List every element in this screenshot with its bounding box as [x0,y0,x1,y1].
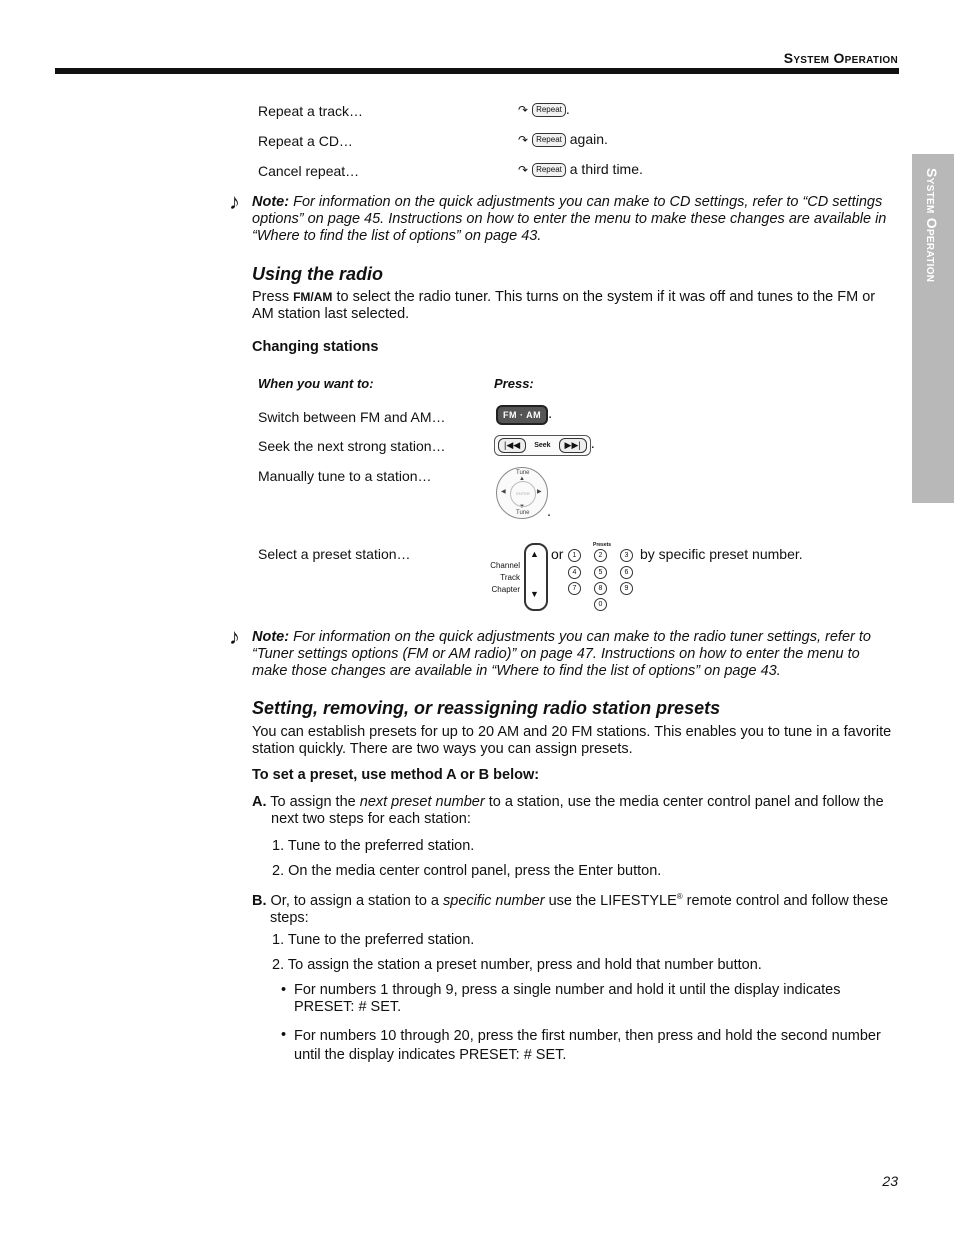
repeat-button-icon: Repeat [532,133,566,147]
arrow-down-icon: ▼ [519,504,525,510]
arrow-down-icon: ▼ [530,589,539,599]
page-number: 23 [882,1173,898,1189]
chapter-label: Chapter [491,585,520,594]
dpad-enter: ENTER [510,481,536,507]
radio-intro [252,289,898,323]
music-note-icon: ♪ [229,624,240,649]
method-text: to a station, use the media center control panel and follow the next two steps for each station: [271,794,884,827]
note-text: For information on the quick adjustments you can make to CD settings, refer to “CD settings options” on page 45. Instructions on how to enter the menu to make these changes are available in “Where to find the list of options” on page 43. [252,194,887,244]
method-emphasis: next preset number [359,794,485,810]
table-row-press [518,101,570,117]
method-text: To assign the [266,794,360,810]
channel-labels [486,560,520,596]
heading-using-radio: Using the radio [252,264,384,284]
table-row: Manually tune to a station… [258,468,432,484]
press-suffix: a third time. [565,161,643,177]
seek-prev-icon: |◀◀ [498,438,526,453]
subheading-changing-stations: Changing stations [252,339,379,355]
presets-label: Presets [593,542,612,548]
table-row [258,163,359,179]
preset-3-icon: 3 [620,549,633,562]
channel-rocker-icon [524,543,548,611]
list-item: For numbers 1 through 9, press a single number and hold it until the display indicates PRESET: # SET. [294,982,841,1015]
table-row: Switch between FM and AM… [258,409,446,425]
preset-suffix: by specific preset number. [640,546,803,562]
dpad-top-label: Tune [516,470,530,476]
music-note-icon: ♪ [229,189,240,214]
method-text: Or, to assign a station to a [266,892,444,909]
seek-next-icon: ▶▶| [559,438,587,453]
row-action: Cancel repeat… [258,163,360,179]
list-item: For numbers 10 through 20, press the first number, then press and hold the second number until the display indicates PRESET: # SET. [294,1028,881,1063]
preset-4-icon: 4 [568,566,581,579]
method-b [252,888,898,927]
period: . [547,504,552,520]
seek-bar [494,435,591,456]
note-cd-settings [252,194,898,245]
column-header-press: Press: [494,376,534,391]
track-label: Track [500,573,520,582]
section-title: System Operation [783,50,898,66]
method-text: remote control and follow these steps: [270,892,889,926]
method-emphasis: specific number [443,892,545,909]
side-tab-label: System Operation [924,168,940,283]
table-row-press [518,161,643,177]
repeat-button-icon: Repeat [532,163,566,177]
note-label: Note: [252,629,290,645]
preset-5-icon: 5 [594,566,607,579]
arrow-right-icon: ▶ [537,489,542,495]
dpad-bottom-label: Tune [516,510,530,516]
preset-or: or [551,546,564,562]
method-heading: To set a preset, use method A or B below: [252,767,540,783]
header-rule [55,68,899,74]
list-item: 1. Tune to the preferred station. [272,838,475,854]
method-text: use the LIFESTYLE [544,892,677,909]
fmam-key-label: FM/AM [293,290,333,304]
method-a [252,794,898,828]
preset-1-icon: 1 [568,549,581,562]
note-label: Note: [252,194,290,210]
press-arrow-icon: ↷ [518,103,529,118]
preset-8-icon: 8 [594,582,607,595]
registered-mark: ® [676,892,683,901]
preset-2-icon: 2 [594,549,607,562]
press-suffix: again. [565,131,608,147]
press-arrow-icon: ↷ [518,133,529,148]
side-tab [912,154,954,503]
press-suffix: . [565,101,570,117]
seek-label: Seek [534,442,551,449]
tune-dpad-icon [496,467,548,519]
intro-text: Press [252,289,294,305]
bullet-icon: • [281,1027,287,1043]
table-row [258,133,353,149]
arrow-left-icon: ◀ [501,489,506,495]
dpad [496,467,548,519]
seek-buttons-icon: |◀◀ Seek ▶▶| . [494,435,595,456]
method-b-label: B. [252,892,267,909]
arrow-up-icon: ▲ [530,549,539,559]
preset-6-icon: 6 [620,566,633,579]
column-header-want: When you want to: [258,376,374,391]
fmam-button-icon: FM · AM . [496,405,552,425]
press-arrow-icon: ↷ [518,163,529,178]
table-row [258,103,363,119]
table-row: Seek the next strong station… [258,438,446,454]
list-item: 2. To assign the station a preset number, press and hold that number button. [272,957,762,973]
channel-label: Channel [490,561,520,570]
fmam-button-label: FM · AM [496,405,548,425]
presets-intro: You can establish presets for up to 20 AM and 20 FM stations. This enables you to tune in a favorite station quickly. There are two ways you can assign presets. [252,724,892,757]
note-text: For information on the quick adjustments you can make to the radio tuner settings, refer to “Tuner settings options (FM or AM radio)” on page 47. Instructions on how to enter the menu to make those changes are available in “Where to find the list of options” on page 43. [252,629,871,679]
note-tuner-settings [252,629,898,680]
method-a-label: A. [252,794,267,810]
row-action: Repeat a track… [258,103,364,119]
table-row-press [518,131,608,147]
preset-0-icon: 0 [594,598,607,611]
list-item: 1. Tune to the preferred station. [272,932,475,948]
preset-7-icon: 7 [568,582,581,595]
arrow-up-icon: ▲ [519,476,525,482]
preset-9-icon: 9 [620,582,633,595]
repeat-button-icon: Repeat [532,103,566,117]
intro-text: to select the radio tuner. This turns on the system if it was off and tunes to the FM or AM station last selected. [252,289,876,322]
list-item: 2. On the media center control panel, press the Enter button. [272,863,662,879]
table-row: Select a preset station… [258,546,411,562]
row-action: Repeat a CD… [258,133,353,149]
heading-presets: Setting, removing, or reassigning radio station presets [252,698,721,718]
bullet-icon: • [281,982,287,998]
